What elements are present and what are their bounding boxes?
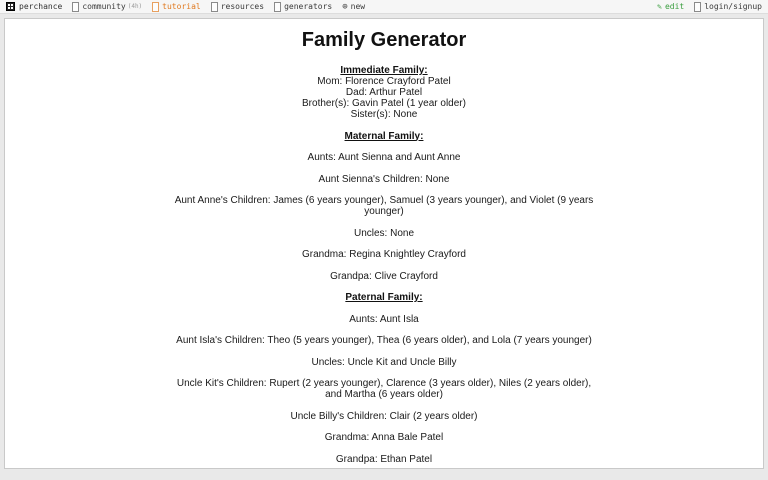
user-icon xyxy=(694,2,701,12)
generator-panel xyxy=(4,18,764,469)
circle-plus-icon: ⊕ xyxy=(342,1,348,12)
edit-link[interactable]: ✎ edit xyxy=(657,2,685,11)
community-icon xyxy=(72,2,79,12)
pencil-icon: ✎ xyxy=(657,2,662,11)
maternal-family-heading: Maternal Family: xyxy=(344,130,424,142)
aunt-isla-children-line: Aunt Isla's Children: Theo (5 years younger), Thea (6 years older), and Lola (7 years younger) xyxy=(176,335,592,346)
maternal-grandpa-line: Grandpa: Clive Crayford xyxy=(330,270,438,282)
aunt-anne-children-line: Aunt Anne's Children: James (6 years younger), Samuel (3 years younger), and Violet (9 years younger) xyxy=(174,195,594,217)
immediate-family-block xyxy=(172,65,596,120)
maternal-uncles-line: Uncles: None xyxy=(353,227,415,239)
paternal-uncles-line: Uncles: Uncle Kit and Uncle Billy xyxy=(311,356,457,368)
dice-icon xyxy=(6,2,15,11)
paternal-grandpa-line: Grandpa: Ethan Patel xyxy=(335,453,433,465)
paternal-aunts-line: Aunts: Aunt Isla xyxy=(349,313,419,325)
paternal-family-heading: Paternal Family: xyxy=(345,292,423,303)
perchance-logo[interactable] xyxy=(6,2,62,11)
maternal-grandma-line: Grandma: Regina Knightley Crayford xyxy=(302,249,466,260)
community-count-badge: (4h) xyxy=(127,3,143,10)
immediate-family-heading: Immediate Family: xyxy=(340,65,428,76)
nav-generators-link[interactable]: generators xyxy=(274,2,332,12)
brothers-line: Brother(s): Gavin Patel (1 year older) xyxy=(302,98,466,109)
paternal-grandma-line: Grandma: Anna Bale Patel xyxy=(324,432,444,443)
nav-community-link[interactable]: community (4h) xyxy=(72,2,142,12)
generators-icon xyxy=(274,2,281,12)
logo-text: perchance xyxy=(19,2,63,11)
uncle-billy-children-line: Uncle Billy's Children: Clair (2 years older) xyxy=(290,410,478,422)
resources-icon xyxy=(211,2,218,12)
maternal-aunts-line: Aunts: Aunt Sienna and Aunt Anne xyxy=(307,152,461,163)
login-signup-link[interactable]: login/signup xyxy=(694,2,762,12)
uncle-kit-children-line: Uncle Kit's Children: Rupert (2 years younger), Clarence (3 years older), Niles (2 years older), and Martha (6 years older) xyxy=(176,378,592,400)
sisters-line: Sister(s): None xyxy=(350,109,418,120)
aunt-sienna-children-line: Aunt Sienna's Children: None xyxy=(318,173,450,185)
nav-tutorial-link[interactable]: tutorial xyxy=(152,2,201,12)
page-title: Family Generator xyxy=(301,29,467,51)
nav-new-link[interactable]: ⊕ new xyxy=(342,1,366,12)
nav-resources-link[interactable]: resources xyxy=(211,2,264,12)
tutorial-icon xyxy=(152,2,159,12)
generator-output xyxy=(172,65,596,469)
top-navigation-bar xyxy=(0,0,768,14)
mom-line: Mom: Florence Crayford Patel xyxy=(317,76,451,87)
dad-line: Dad: Arthur Patel xyxy=(345,87,423,98)
